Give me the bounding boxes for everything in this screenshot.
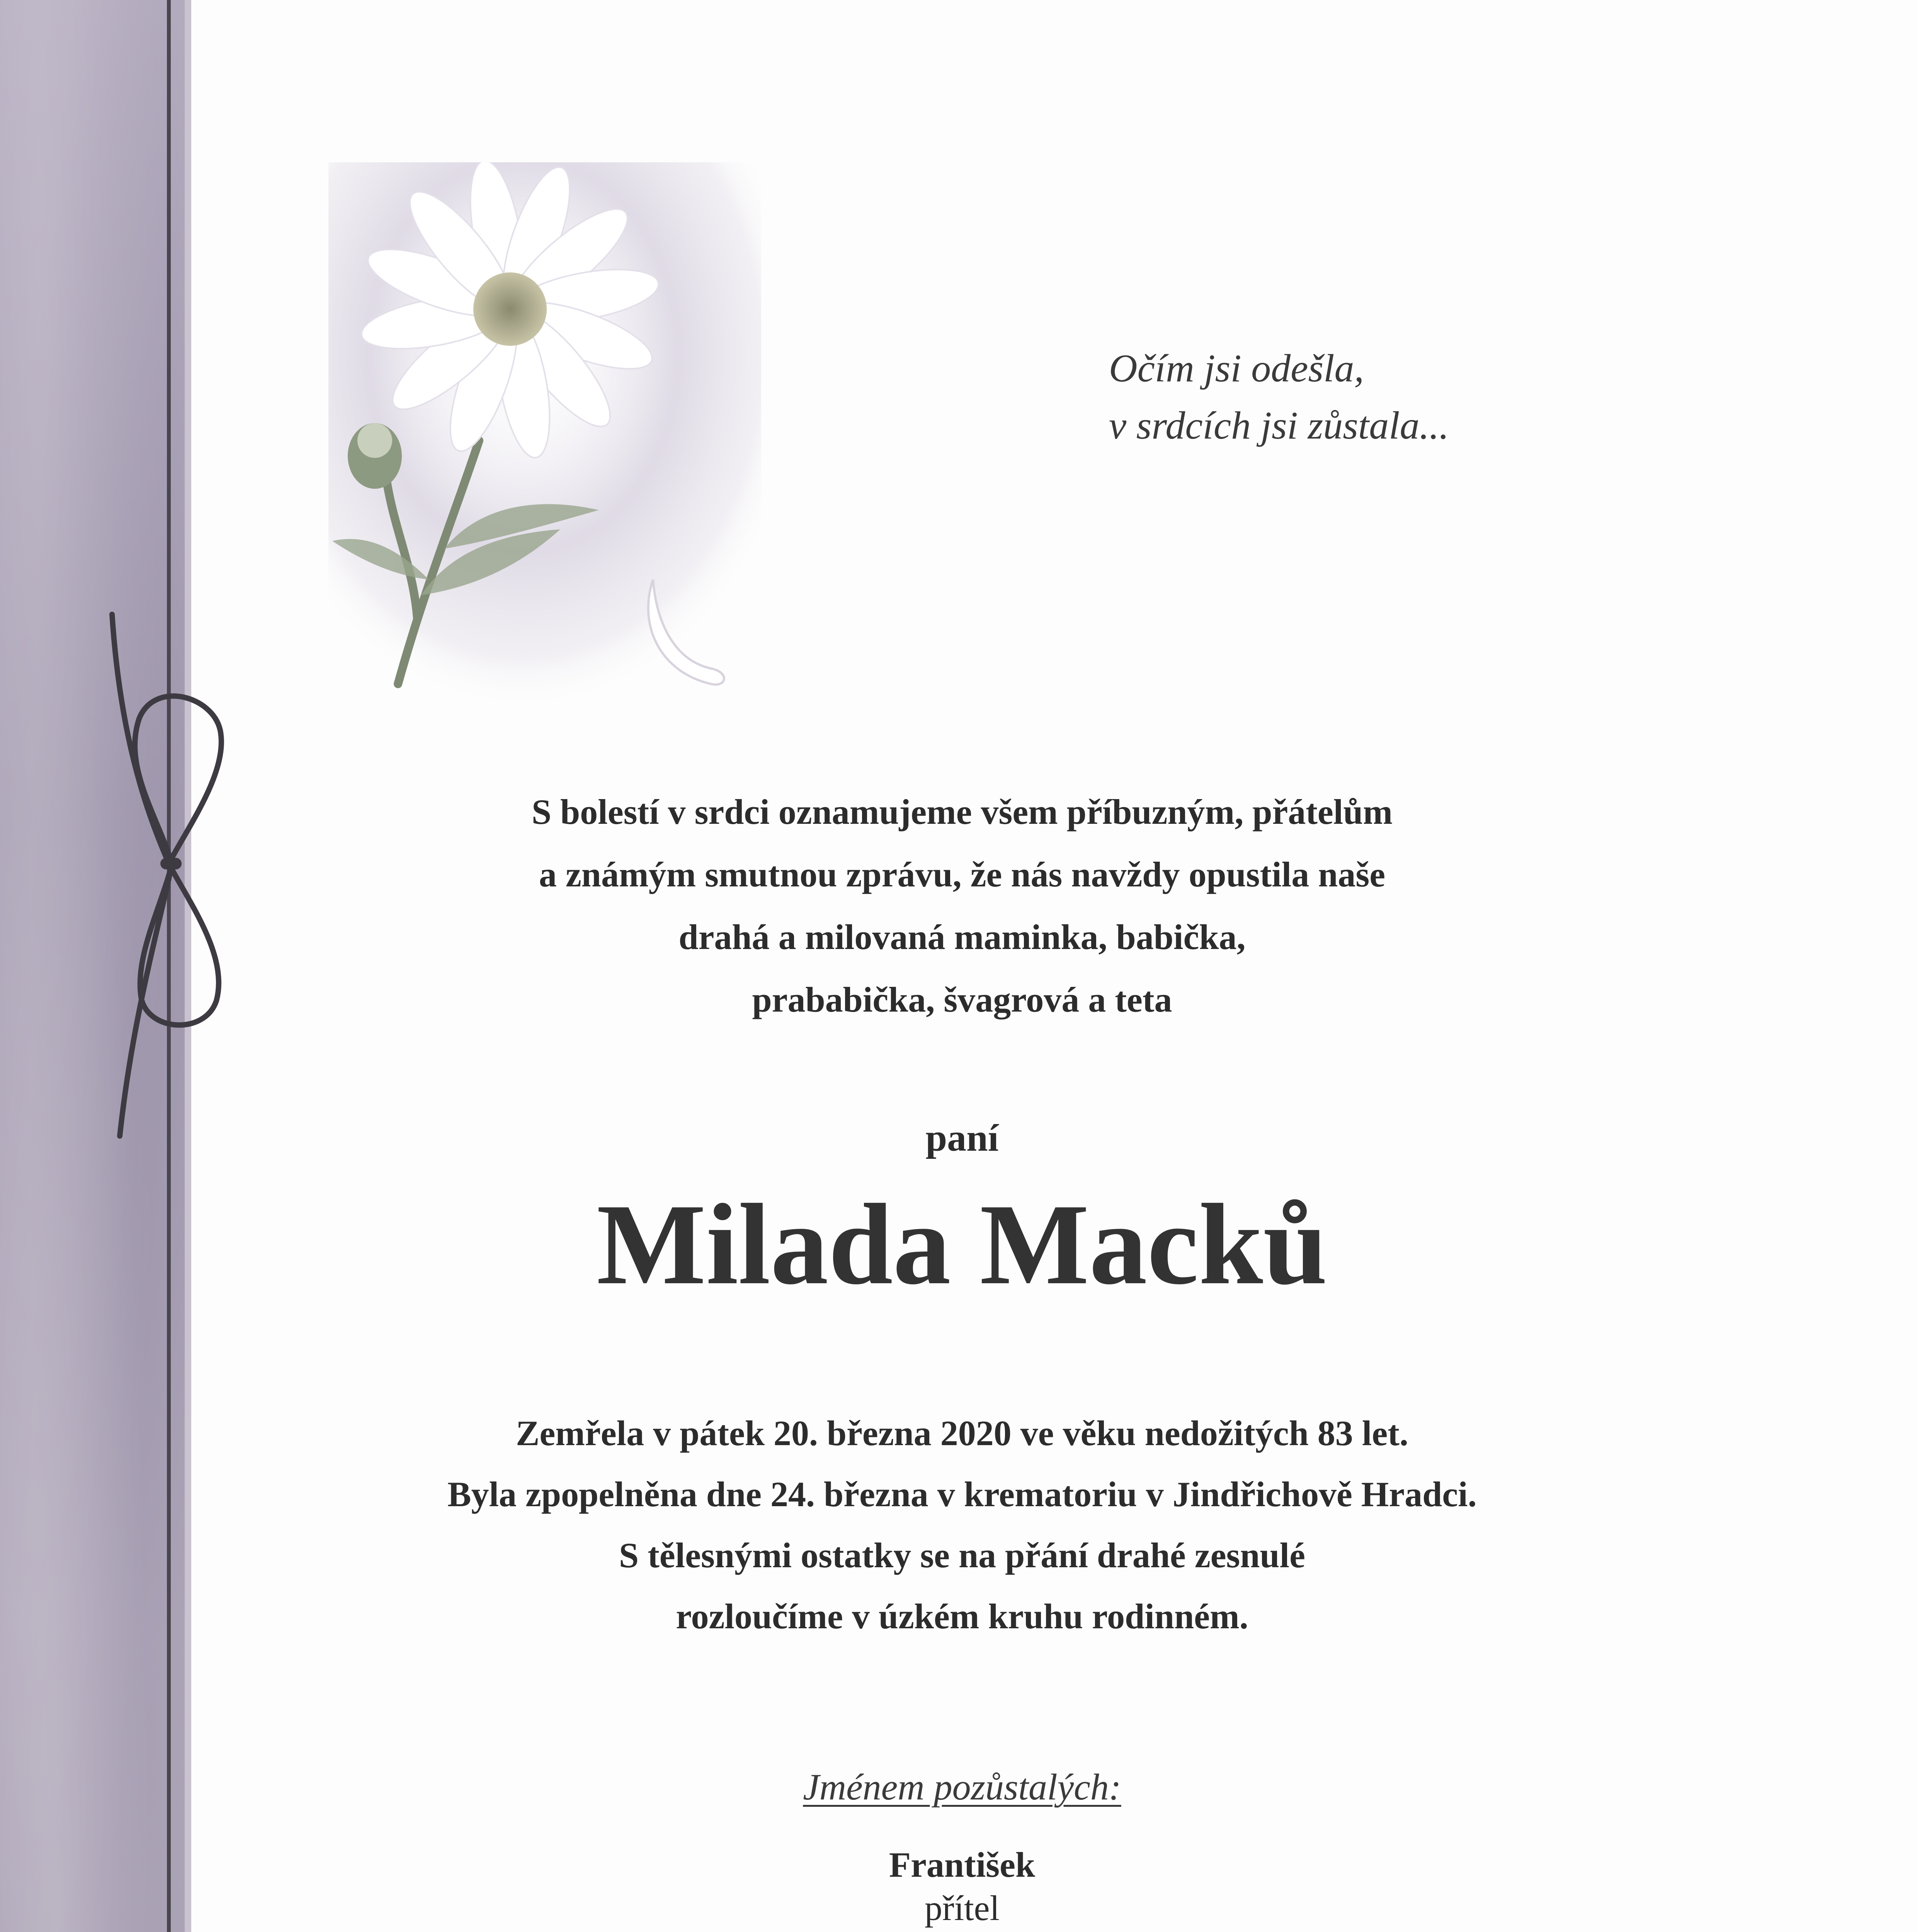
motto-line: v srdcích jsi zůstala... <box>1109 404 1449 447</box>
motto-quote <box>1109 340 1449 454</box>
motto-line: Očím jsi odešla, <box>1109 347 1364 390</box>
announcement-line: drahá a milovaná maminka, babička, <box>678 917 1246 957</box>
ribbon-bow-icon <box>97 603 251 1144</box>
death-notice <box>270 1403 1654 1647</box>
daisy-flower-icon <box>328 162 761 711</box>
death-notice-line: rozloučíme v úzkém kruhu rodinném. <box>676 1597 1248 1636</box>
announcement-line: a známým smutnou zprávu, že nás navždy opustila naše <box>539 855 1386 894</box>
mourners-heading: Jménem pozůstalých: <box>803 1766 1121 1808</box>
death-notice-line: Zemřela v pátek 20. března 2020 ve věku nedožitých 83 let. <box>516 1413 1408 1453</box>
mourner-entry <box>270 1843 1654 1930</box>
death-notice-line: S tělesnými ostatky se na přání drahé zesnulé <box>619 1536 1306 1575</box>
mourner-name: František <box>889 1845 1036 1884</box>
deceased-honorific: paní <box>925 1116 999 1159</box>
announcement-line: prababička, švagrová a teta <box>752 980 1172 1019</box>
announcement-text <box>270 781 1654 1031</box>
mourner-relation: přítel <box>924 1888 1000 1928</box>
death-notice-line: Byla zpopelněna dne 24. března v krematoriu v Jindřichově Hradci. <box>447 1475 1477 1514</box>
announcement-line: S bolestí v srdci oznamujeme všem příbuzným, přátelům <box>531 792 1393 832</box>
deceased-name: Milada Macků <box>597 1180 1328 1308</box>
